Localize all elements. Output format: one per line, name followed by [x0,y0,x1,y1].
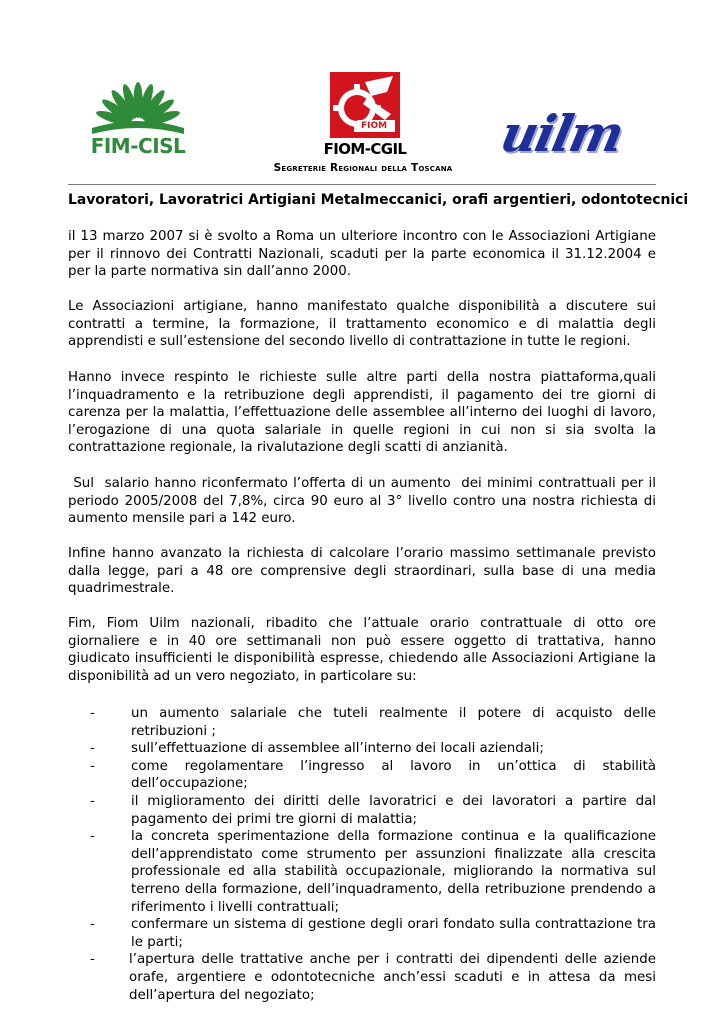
bullet-dash: - [90,741,95,757]
list-item [68,828,656,916]
list-item-text: confermare un sistema di gestione degli orari fondato sulla contrattazione tra le parti; [131,917,656,950]
header-divider [68,184,656,185]
list-item [68,951,656,1004]
list-item-text: sull’effettuazione di assemblee all’interno dei locali aziendali; [131,741,544,757]
list-item-text: un aumento salariale che tuteli realmente il potere di acquisto delle retribuzioni ; [131,706,656,739]
paragraph-availability: Le Associazioni artigiane, hanno manifestato qualche disponibilità a discutere sui contratti a termine, la formazione, il trattamento economico e di malattia degli apprendisti e sull’estensione del secondo livello di contrattazione in tutte le regioni. [68,299,656,350]
paragraph-rejected: Hanno invece respinto le richieste sulle altre parti della nostra piattaforma,quali l’inquadramento e la retribuzione degli apprendisti, il pagamento dei tre giorni di carenza per la malattia, l’effettuazione delle assemblee all’interno dei luoghi di lavoro, l’erogazione di una quota salariale in quelle regioni in cui non si sia svolta la contrattazione regionale, la rivalutazione degli scatti di anzianità. [68,370,656,456]
bullet-dash: - [90,952,95,968]
bullet-dash: - [90,758,95,774]
bullet-dash: - [90,917,95,933]
paragraph-meeting: il 13 marzo 2007 si è svolto a Roma un ulteriore incontro con le Associazioni Artigiane per il rinnovo dei Contratti Nazionali, scaduti per la parte economica il 31.12.2004 e per la parte normativa sin dall’anno 2000. [68,229,656,280]
fim-cisl-wordmark: FIM-CISL [90,134,186,158]
bullet-dash: - [90,793,95,809]
paragraph-salary: Sul salario hanno riconfermato l’offerta di un aumento dei minimi contrattuali per il periodo 2005/2008 del 7,8%, circa 90 euro al 3° livello contro una nostra richiesta di aumento mensile pari a 142 euro. [68,476,661,527]
list-item [68,758,656,793]
list-item-text: la concreta sperimentazione della formazione continua e la qualificazione dell’apprendistato come strumento per assunzioni finalizzate alla crescita professionale ed alla stabilità occupazionale, migliorando la normativa sul terreno della formazione, dell’inquadramento, della retribuzione prendendo a riferimento i livelli contrattuali; [131,829,656,915]
regional-secretariats-header: Segreterie Regionali della Toscana [273,162,453,174]
fiom-cgil-logo [323,70,407,160]
list-item-text: il miglioramento dei diritti delle lavoratrici e dei lavoratori a partire dal pagamento dei primi tre giorni di malattia; [131,793,656,827]
document-title: Lavoratori, Lavoratrici Artigiani Metalmeccanici, orafi argentieri, odontotecnici [68,192,689,208]
uilm-wordmark: uilm [495,104,628,163]
paragraph-unions-position: Fim, Fiom Uilm nazionali, ribadito che l’attuale orario contrattuale di otto ore giornaliere e in 40 ore settimanali non può essere oggetto di trattativa, hanno giudicato insufficienti le disponibilità espresse, chiedendo alle Associazioni Artigiane la disponibilità ad un vero negoziato, in particolare su: [68,616,656,684]
list-item [68,793,656,828]
list-item [68,740,656,758]
demands-list [68,705,656,1004]
list-item [68,705,656,740]
fim-cisl-logo [78,78,198,160]
list-item [68,916,656,951]
paragraph-working-hours: Infine hanno avanzato la richiesta di calcolare l’orario massimo settimanale previsto dalla legge, pari a 48 ore comprensive degli straordinari, sulla base di una media quadrimestrale. [68,546,656,597]
uilm-logo [495,104,640,163]
fiom-small-label: FIOM [361,121,388,131]
list-item-text: l’apertura delle trattative anche per i contratti dei dipendenti delle aziende orafe, argentiere e odontotecniche anch’essi scaduti e in attesa da mesi dell’apertura del negoziato; [129,952,656,1003]
fiom-cgil-wordmark: FIOM-CGIL [323,140,407,158]
bullet-dash: - [90,706,95,721]
list-item-text: come regolamentare l’ingresso al lavoro in un’ottica di stabilità dell’occupazione; [131,758,656,792]
bullet-dash: - [90,829,95,845]
